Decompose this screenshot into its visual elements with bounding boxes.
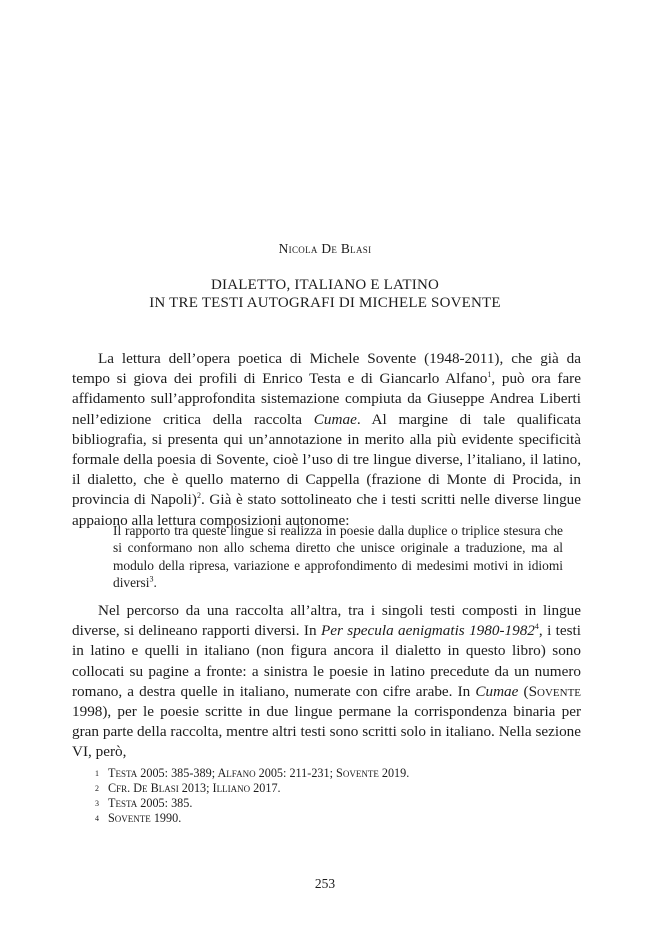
author-smallcaps: Sovente xyxy=(528,682,582,700)
paragraph-text: , i testi in latino e quelli in italiano (non figura ancora il dialetto in questo libro) sono collocati su pagine a fronte: a sinistra le poesie in latino precedute da un numero romano, a destra quelle in italiano, numerate con cifre arabe. In xyxy=(72,622,581,700)
italic-title: Cumae xyxy=(313,410,357,428)
paragraph-text: 1998), per le poesie scritte in due lingue permane la corrispondenza binaria per gran parte della raccolta, mentre altri testi sono scritti solo in italiano. Nella sezione VI, però, xyxy=(72,703,581,761)
paragraph-1 xyxy=(72,349,581,531)
footnote xyxy=(95,796,575,811)
footnote-ref: 2 xyxy=(196,491,201,501)
article-title xyxy=(0,276,650,312)
footnote-number: 1 xyxy=(95,769,99,778)
footnote xyxy=(95,811,575,826)
footnote xyxy=(95,781,575,796)
paragraph-text: . Già è stato sottolineato che i testi scritti nelle diverse lingue appaiono alla lettura composizioni autonome: xyxy=(72,491,582,529)
footnote-text: Cfr. De Blasi 2013; Illiano 2017. xyxy=(108,781,281,795)
paragraph-text: La lettura dell’opera poetica di Michele Sovente (1948-2011), che già da tempo si giova dei profili di Enrico Testa e di Giancarlo Alfano xyxy=(72,350,581,388)
footnote-ref: 4 xyxy=(534,622,539,632)
footnote-ref: 3 xyxy=(149,574,154,584)
footnote xyxy=(95,766,575,781)
quote-end: . xyxy=(153,575,157,591)
footnote-number: 4 xyxy=(95,814,99,823)
italic-title: Per specula aenigmatis 1980-1982 xyxy=(320,622,535,640)
footnote-text: Testa 2005: 385-389; Alfano 2005: 211-231; Sovente 2019. xyxy=(108,766,410,780)
author-name: Nicola De Blasi xyxy=(278,241,372,256)
title-line-2: IN TRE TESTI AUTOGRAFI DI MICHELE SOVENTE xyxy=(149,295,501,311)
footnote-text: Testa 2005: 385. xyxy=(108,796,193,810)
footnote-number: 2 xyxy=(95,784,99,793)
italic-title: Cumae xyxy=(475,682,519,700)
block-quote xyxy=(113,522,563,592)
paragraph-text: . Al margine di tale qualificata bibliografia, si presenta qui un’annotazione in merito alla più evidente specificità formale della poesia di Sovente, cioè l’uso di tre lingue diverse, l’italiano, il latino, il dialetto, che è quello materno di Cappella (frazione di Monte di Procida, in provincia di Napoli) xyxy=(72,410,581,509)
paragraph-text: ( xyxy=(518,682,529,700)
paragraph-text: Nel percorso da una raccolta all’altra, tra i singoli testi composti in lingue diverse, si delineano rapporti diversi. In xyxy=(72,602,581,640)
page-number: 253 xyxy=(314,876,336,891)
title-line-1: DIALETTO, ITALIANO E LATINO xyxy=(210,277,440,293)
footnotes xyxy=(95,766,575,826)
quote-text: Il rapporto tra queste lingue si realizza in poesie dalla duplice o triplice stesura che si conformano non allo schema diretto che unisce originale a traduzione, ma al modulo della ripresa, variazione e approfondimento di medesimi motivi in idiomi diversi xyxy=(113,523,563,591)
paragraph-2 xyxy=(72,601,581,763)
footnote-number: 3 xyxy=(95,799,99,808)
paragraph-text: , può ora fare affidamento sull’approfondita sistemazione compiuta da Giuseppe Andrea Liberti nell’edizione critica della raccolta xyxy=(72,370,581,428)
footnote-ref: 1 xyxy=(487,370,492,380)
footnote-text: Sovente 1990. xyxy=(108,811,182,825)
